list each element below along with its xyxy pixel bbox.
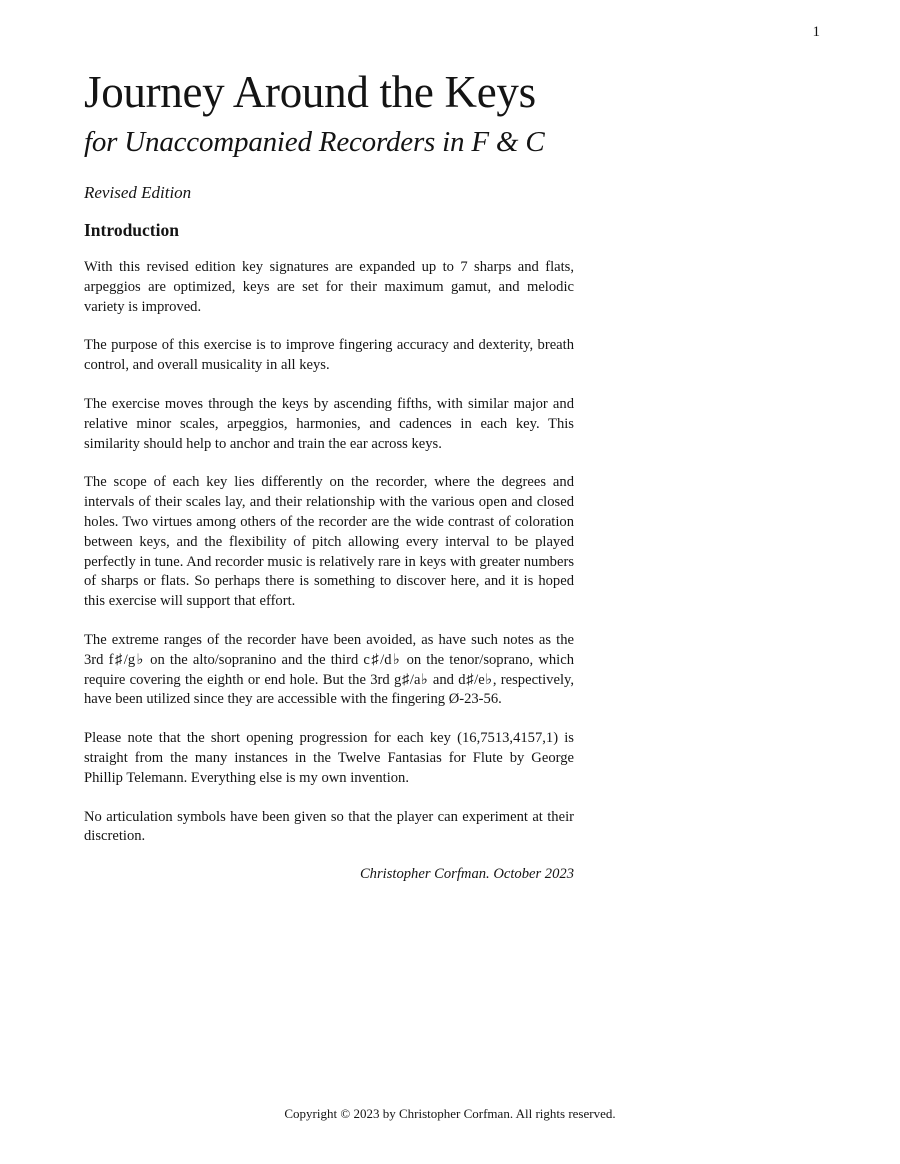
copyright-notice: Copyright © 2023 by Christopher Corfman. All rights reserved. bbox=[284, 1106, 616, 1121]
page-number: 1 bbox=[812, 24, 820, 40]
paragraph-ranges: The extreme ranges of the recorder have been avoided, as have such notes as the 3rd f♯/g♭ on the alto/sopranino and the third c♯/d♭ on the tenor/soprano, which require covering the eighth or end hole. But the 3rd g♯/a♭ and d♯/e♭, respectively, have been utilized since they are accessible with the fingering Ø-23-56. bbox=[84, 631, 574, 708]
document-body bbox=[84, 64, 574, 884]
paragraph-scope: The scope of each key lies differently on the recorder, where the degrees and intervals of their scales lay, and their relationship with the various open and closed holes. Two virtues among others of the recorder are the wide contrast of coloration between keys, and the flexibility of pitch allowing every interval to be played perfectly in tune. And recorder music is relatively rare in keys with greater numbers of sharps or flats. So perhaps there is something to discover here, and it is hoped this exercise will support that effort. bbox=[84, 474, 574, 610]
paragraph-revised-edition: With this revised edition key signatures are expanded up to 7 sharps and flats, arpeggios are optimized, keys are set for their maximum gamut, and melodic variety is improved. bbox=[84, 259, 574, 315]
introduction-paragraphs bbox=[84, 258, 574, 847]
paragraph-key-progression: The exercise moves through the keys by ascending fifths, with similar major and relative minor scales, arpeggios, harmonies, and cadences in each key. This similarity should help to anchor and train the ear across keys. bbox=[84, 395, 574, 452]
paragraph-purpose: The purpose of this exercise is to improve fingering accuracy and dexterity, breath control, and overall musicality in all keys. bbox=[84, 337, 574, 374]
document-subtitle: for Unaccompanied Recorders in F & C bbox=[84, 126, 545, 158]
paragraph-telemann: Please note that the short opening progression for each key (16,7513,4157,1) is straight from the many instances in the Twelve Fantasias for Flute by George Phillip Telemann. Everything else is my own invention. bbox=[84, 730, 574, 786]
edition-label: Revised Edition bbox=[84, 183, 192, 202]
document-title: Journey Around the Keys bbox=[84, 67, 536, 117]
author-signature: Christopher Corfman. October 2023 bbox=[359, 866, 574, 883]
section-heading-introduction: Introduction bbox=[84, 220, 179, 240]
paragraph-articulation: No articulation symbols have been given so that the player can experiment at their discretion. bbox=[84, 808, 574, 845]
